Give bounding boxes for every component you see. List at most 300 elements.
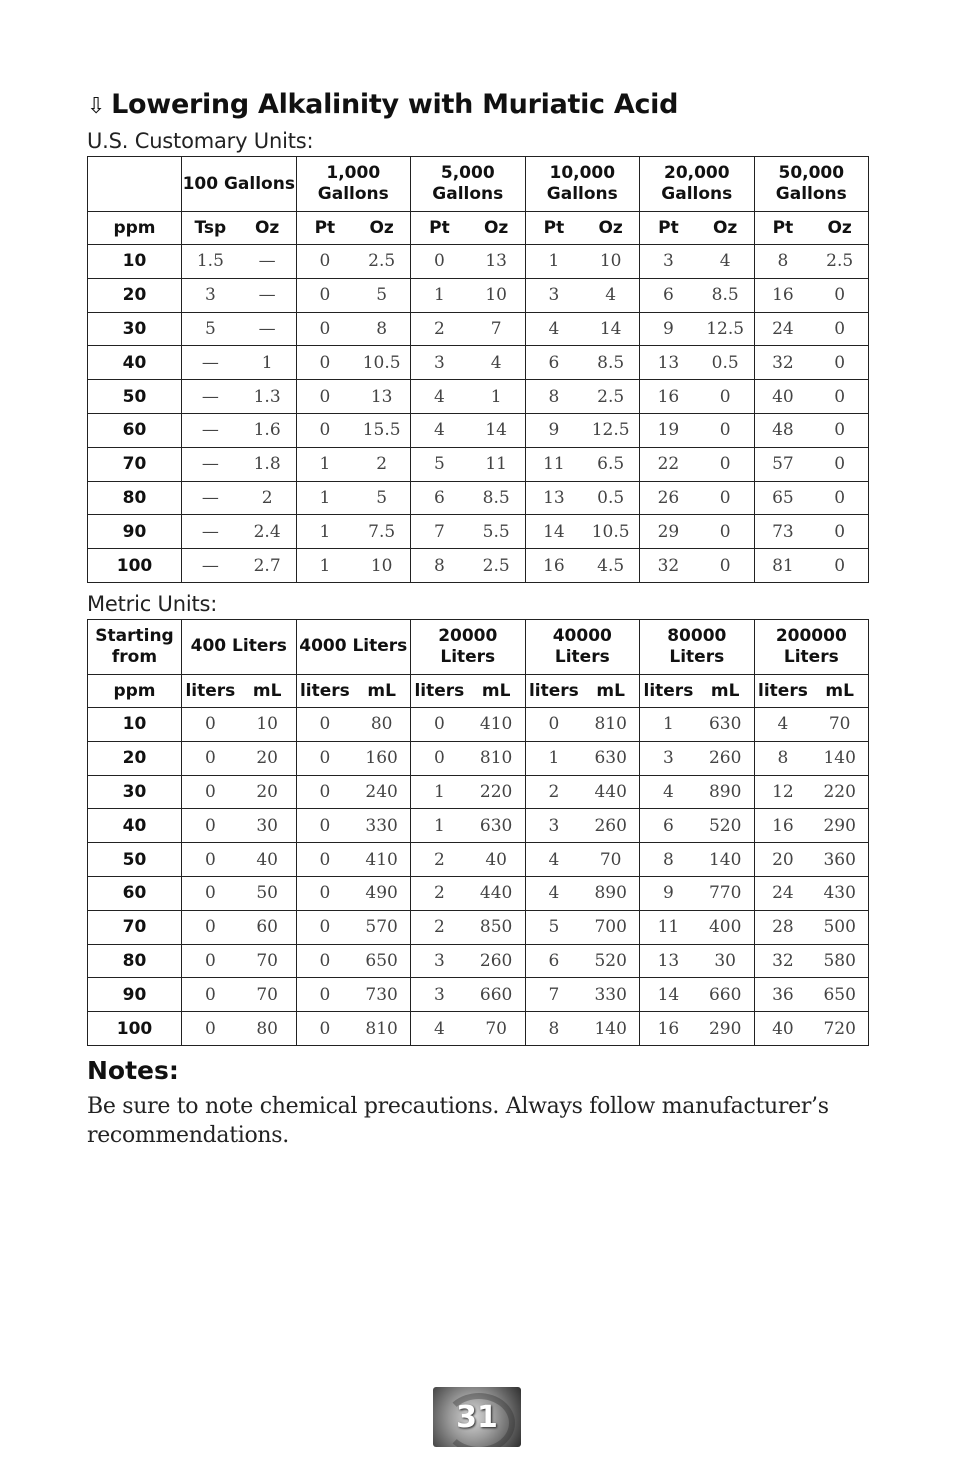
table-row — [88, 741, 869, 775]
unit-header: Pt — [754, 212, 811, 245]
value-cell: 1 — [525, 741, 582, 775]
unit-header: liters — [640, 674, 697, 707]
value-cell: 12 — [754, 775, 811, 809]
value-cell: 0 — [697, 515, 754, 549]
value-cell: 80 — [353, 707, 410, 741]
value-cell: 14 — [640, 978, 697, 1012]
value-cell: 260 — [582, 809, 639, 843]
value-cell: 520 — [582, 944, 639, 978]
value-cell: 1 — [296, 515, 353, 549]
value-cell: 360 — [811, 843, 868, 877]
value-cell: 570 — [353, 910, 410, 944]
value-cell: 5.5 — [468, 515, 525, 549]
value-cell: 770 — [697, 876, 754, 910]
table-row — [88, 707, 869, 741]
value-cell: 3 — [182, 278, 239, 312]
value-cell: 8 — [411, 549, 468, 583]
value-cell: 0 — [811, 413, 868, 447]
table-row — [88, 346, 869, 380]
us-customary-table — [87, 156, 869, 583]
value-cell: 14 — [582, 312, 639, 346]
ppm-cell: 50 — [88, 380, 182, 414]
value-cell: 2.7 — [239, 549, 296, 583]
unit-header: Pt — [411, 212, 468, 245]
volume-group-header: 80000 Liters — [640, 619, 755, 674]
value-cell: 70 — [239, 978, 296, 1012]
value-cell: 70 — [239, 944, 296, 978]
table-row — [88, 312, 869, 346]
value-cell: 0 — [811, 549, 868, 583]
value-cell: 140 — [697, 843, 754, 877]
unit-header: mL — [239, 674, 296, 707]
ppm-cell: 90 — [88, 515, 182, 549]
value-cell: 260 — [697, 741, 754, 775]
value-cell: 0 — [811, 481, 868, 515]
table-row — [88, 1012, 869, 1046]
unit-header: liters — [754, 674, 811, 707]
value-cell: 0 — [697, 447, 754, 481]
value-cell: 630 — [697, 707, 754, 741]
ppm-cell: 10 — [88, 245, 182, 279]
value-cell: 11 — [468, 447, 525, 481]
unit-header: Oz — [582, 212, 639, 245]
value-cell: 4 — [468, 346, 525, 380]
value-cell: 13 — [353, 380, 410, 414]
table-row — [88, 944, 869, 978]
value-cell: 16 — [525, 549, 582, 583]
value-cell: 290 — [697, 1012, 754, 1046]
value-cell: 10 — [582, 245, 639, 279]
value-cell: 5 — [411, 447, 468, 481]
ppm-header: ppm — [88, 212, 182, 245]
value-cell: 9 — [525, 413, 582, 447]
value-cell: 4 — [525, 843, 582, 877]
unit-header: Tsp — [182, 212, 239, 245]
value-cell: 140 — [582, 1012, 639, 1046]
value-cell: 0 — [182, 707, 239, 741]
table-row — [88, 843, 869, 877]
value-cell: 8.5 — [697, 278, 754, 312]
value-cell: 4 — [582, 278, 639, 312]
volume-group-header: 50,000 Gallons — [754, 157, 869, 212]
value-cell: 28 — [754, 910, 811, 944]
value-cell: 40 — [468, 843, 525, 877]
value-cell: 20 — [754, 843, 811, 877]
ppm-cell: 40 — [88, 809, 182, 843]
value-cell: 410 — [353, 843, 410, 877]
value-cell: 0 — [411, 707, 468, 741]
ppm-cell: 30 — [88, 775, 182, 809]
unit-header: mL — [811, 674, 868, 707]
value-cell: 1 — [411, 775, 468, 809]
value-cell: 6 — [525, 346, 582, 380]
value-cell: — — [182, 413, 239, 447]
value-cell: 0 — [182, 741, 239, 775]
value-cell: 1 — [296, 481, 353, 515]
value-cell: 0 — [296, 741, 353, 775]
value-cell: 0 — [811, 312, 868, 346]
unit-header: mL — [582, 674, 639, 707]
value-cell: 20 — [239, 775, 296, 809]
value-cell: 0 — [411, 741, 468, 775]
value-cell: 0 — [296, 910, 353, 944]
value-cell: 6 — [411, 481, 468, 515]
value-cell: 57 — [754, 447, 811, 481]
value-cell: 36 — [754, 978, 811, 1012]
ppm-cell: 100 — [88, 1012, 182, 1046]
value-cell: 2 — [353, 447, 410, 481]
volume-group-header: 10,000 Gallons — [525, 157, 640, 212]
value-cell: — — [239, 278, 296, 312]
page-content — [87, 86, 868, 1150]
unit-header: Oz — [811, 212, 868, 245]
volume-group-header: 5,000 Gallons — [411, 157, 526, 212]
value-cell: 6 — [525, 944, 582, 978]
unit-header: Pt — [296, 212, 353, 245]
value-cell: 13 — [640, 944, 697, 978]
value-cell: 240 — [353, 775, 410, 809]
value-cell: 8 — [640, 843, 697, 877]
value-cell: 60 — [239, 910, 296, 944]
value-cell: 16 — [640, 1012, 697, 1046]
value-cell: 5 — [353, 481, 410, 515]
value-cell: 13 — [525, 481, 582, 515]
value-cell: 400 — [697, 910, 754, 944]
value-cell: 3 — [640, 245, 697, 279]
value-cell: 2 — [525, 775, 582, 809]
value-cell: 11 — [640, 910, 697, 944]
value-cell: 160 — [353, 741, 410, 775]
value-cell: 40 — [754, 1012, 811, 1046]
value-cell: 890 — [697, 775, 754, 809]
value-cell: 630 — [468, 809, 525, 843]
value-cell: 3 — [411, 978, 468, 1012]
value-cell: 2 — [411, 843, 468, 877]
value-cell: 5 — [353, 278, 410, 312]
value-cell: 70 — [468, 1012, 525, 1046]
value-cell: 3 — [411, 346, 468, 380]
page-title — [87, 86, 868, 126]
value-cell: 0 — [182, 775, 239, 809]
value-cell: 810 — [468, 741, 525, 775]
volume-group-header: 20,000 Gallons — [640, 157, 755, 212]
value-cell: 4.5 — [582, 549, 639, 583]
ppm-cell: 50 — [88, 843, 182, 877]
value-cell: 2.5 — [353, 245, 410, 279]
ppm-cell: 70 — [88, 910, 182, 944]
value-cell: 3 — [525, 278, 582, 312]
us-units-subhead: U.S. Customary Units: — [87, 129, 314, 153]
value-cell: 13 — [468, 245, 525, 279]
volume-group-header: 400 Liters — [182, 619, 297, 674]
value-cell: 9 — [640, 876, 697, 910]
value-cell: 24 — [754, 312, 811, 346]
value-cell: 0 — [811, 515, 868, 549]
value-cell: 520 — [697, 809, 754, 843]
value-cell: 8 — [754, 245, 811, 279]
value-cell: 1 — [296, 447, 353, 481]
ppm-cell: 80 — [88, 944, 182, 978]
value-cell: 8 — [525, 1012, 582, 1046]
value-cell: 0 — [811, 278, 868, 312]
value-cell: 10.5 — [353, 346, 410, 380]
value-cell: 65 — [754, 481, 811, 515]
unit-header: mL — [353, 674, 410, 707]
unit-header: mL — [697, 674, 754, 707]
value-cell: 0 — [697, 549, 754, 583]
corner-header — [88, 157, 182, 212]
value-cell: 2 — [239, 481, 296, 515]
ppm-cell: 100 — [88, 549, 182, 583]
value-cell: 2.4 — [239, 515, 296, 549]
value-cell: 0 — [697, 380, 754, 414]
value-cell: 0 — [296, 346, 353, 380]
value-cell: 5 — [525, 910, 582, 944]
value-cell: 32 — [640, 549, 697, 583]
volume-group-header: 4000 Liters — [296, 619, 411, 674]
value-cell: 810 — [353, 1012, 410, 1046]
value-cell: 16 — [754, 278, 811, 312]
value-cell: 330 — [582, 978, 639, 1012]
value-cell: 2.5 — [811, 245, 868, 279]
unit-header: Pt — [640, 212, 697, 245]
value-cell: 16 — [754, 809, 811, 843]
value-cell: 3 — [525, 809, 582, 843]
value-cell: 7 — [468, 312, 525, 346]
table-row — [88, 978, 869, 1012]
value-cell: 9 — [640, 312, 697, 346]
value-cell: 3 — [640, 741, 697, 775]
value-cell: 14 — [468, 413, 525, 447]
table-row — [88, 447, 869, 481]
value-cell: 0 — [296, 707, 353, 741]
value-cell: 810 — [582, 707, 639, 741]
value-cell: — — [182, 447, 239, 481]
table-row — [88, 876, 869, 910]
value-cell: 0 — [182, 843, 239, 877]
table-row — [88, 245, 869, 279]
unit-header: liters — [411, 674, 468, 707]
value-cell: 3 — [411, 944, 468, 978]
value-cell: 1 — [296, 549, 353, 583]
value-cell: 660 — [468, 978, 525, 1012]
value-cell: 0 — [811, 447, 868, 481]
value-cell: 1 — [468, 380, 525, 414]
value-cell: 730 — [353, 978, 410, 1012]
value-cell: 4 — [640, 775, 697, 809]
value-cell: 720 — [811, 1012, 868, 1046]
value-cell: 10 — [353, 549, 410, 583]
value-cell: 490 — [353, 876, 410, 910]
value-cell: 50 — [239, 876, 296, 910]
ppm-cell: 70 — [88, 447, 182, 481]
value-cell: 2 — [411, 910, 468, 944]
value-cell: 630 — [582, 741, 639, 775]
value-cell: 2 — [411, 312, 468, 346]
value-cell: 8.5 — [582, 346, 639, 380]
value-cell: 14 — [525, 515, 582, 549]
ppm-cell: 80 — [88, 481, 182, 515]
value-cell: 0 — [182, 809, 239, 843]
value-cell: 22 — [640, 447, 697, 481]
value-cell: 0 — [296, 1012, 353, 1046]
table-row — [88, 775, 869, 809]
unit-header: Oz — [239, 212, 296, 245]
value-cell: 0 — [525, 707, 582, 741]
value-cell: 20 — [239, 741, 296, 775]
table-row — [88, 549, 869, 583]
value-cell: — — [182, 481, 239, 515]
value-cell: 7 — [411, 515, 468, 549]
volume-group-header: 1,000 Gallons — [296, 157, 411, 212]
value-cell: 4 — [525, 876, 582, 910]
value-cell: 13 — [640, 346, 697, 380]
value-cell: 660 — [697, 978, 754, 1012]
unit-header: Oz — [697, 212, 754, 245]
unit-header: Pt — [525, 212, 582, 245]
value-cell: 0 — [296, 278, 353, 312]
value-cell: 30 — [239, 809, 296, 843]
value-cell: — — [239, 312, 296, 346]
value-cell: 0 — [296, 380, 353, 414]
volume-group-header: 20000 Liters — [411, 619, 526, 674]
value-cell: 500 — [811, 910, 868, 944]
value-cell: 29 — [640, 515, 697, 549]
value-cell: — — [239, 245, 296, 279]
value-cell: 12.5 — [697, 312, 754, 346]
value-cell: 0 — [296, 944, 353, 978]
ppm-cell: 10 — [88, 707, 182, 741]
unit-header: mL — [468, 674, 525, 707]
value-cell: 0 — [296, 843, 353, 877]
value-cell: — — [182, 380, 239, 414]
ppm-cell: 30 — [88, 312, 182, 346]
value-cell: 0 — [697, 413, 754, 447]
value-cell: 40 — [239, 843, 296, 877]
value-cell: 0 — [296, 775, 353, 809]
ppm-cell: 20 — [88, 741, 182, 775]
table-row — [88, 413, 869, 447]
value-cell: 7.5 — [353, 515, 410, 549]
title-text: Lowering Alkalinity with Muriatic Acid — [111, 89, 679, 120]
value-cell: 700 — [582, 910, 639, 944]
value-cell: 0 — [811, 380, 868, 414]
value-cell: 850 — [468, 910, 525, 944]
unit-header: Oz — [468, 212, 525, 245]
value-cell: 0 — [296, 809, 353, 843]
value-cell: 0 — [182, 944, 239, 978]
table-row — [88, 380, 869, 414]
value-cell: 580 — [811, 944, 868, 978]
ppm-cell: 60 — [88, 413, 182, 447]
value-cell: 10 — [468, 278, 525, 312]
value-cell: 1.5 — [182, 245, 239, 279]
value-cell: 440 — [468, 876, 525, 910]
notes-text: Be sure to note chemical precautions. Always follow manufacturer’s recommendations. — [87, 1093, 829, 1148]
ppm-cell: 60 — [88, 876, 182, 910]
value-cell: 48 — [754, 413, 811, 447]
page-number: 31 — [456, 1399, 498, 1435]
value-cell: 10 — [239, 707, 296, 741]
value-cell: 0 — [182, 876, 239, 910]
value-cell: 8 — [525, 380, 582, 414]
value-cell: 0 — [182, 978, 239, 1012]
value-cell: 290 — [811, 809, 868, 843]
value-cell: 2.5 — [582, 380, 639, 414]
value-cell: — — [182, 515, 239, 549]
value-cell: 0 — [811, 346, 868, 380]
value-cell: 19 — [640, 413, 697, 447]
value-cell: 1 — [239, 346, 296, 380]
value-cell: 4 — [411, 1012, 468, 1046]
value-cell: 10.5 — [582, 515, 639, 549]
unit-header: liters — [182, 674, 239, 707]
value-cell: 4 — [525, 312, 582, 346]
value-cell: 0 — [296, 312, 353, 346]
value-cell: 220 — [468, 775, 525, 809]
value-cell: 32 — [754, 944, 811, 978]
value-cell: 73 — [754, 515, 811, 549]
value-cell: 430 — [811, 876, 868, 910]
value-cell: 330 — [353, 809, 410, 843]
value-cell: 0.5 — [697, 346, 754, 380]
corner-header: Starting from — [88, 619, 182, 674]
value-cell: 0 — [296, 245, 353, 279]
value-cell: 4 — [411, 413, 468, 447]
value-cell: 1 — [525, 245, 582, 279]
value-cell: 11 — [525, 447, 582, 481]
value-cell: 40 — [754, 380, 811, 414]
value-cell: 15.5 — [353, 413, 410, 447]
value-cell: 650 — [811, 978, 868, 1012]
value-cell: 650 — [353, 944, 410, 978]
value-cell: 2 — [411, 876, 468, 910]
value-cell: 8 — [353, 312, 410, 346]
value-cell: 1.6 — [239, 413, 296, 447]
value-cell: 6.5 — [582, 447, 639, 481]
value-cell: 4 — [697, 245, 754, 279]
value-cell: 70 — [811, 707, 868, 741]
value-cell: 1 — [411, 809, 468, 843]
value-cell: 0 — [182, 910, 239, 944]
value-cell: — — [182, 346, 239, 380]
table-row — [88, 910, 869, 944]
value-cell: 0 — [411, 245, 468, 279]
unit-header: liters — [525, 674, 582, 707]
value-cell: 7 — [525, 978, 582, 1012]
table-row — [88, 278, 869, 312]
ppm-cell: 20 — [88, 278, 182, 312]
value-cell: 70 — [582, 843, 639, 877]
value-cell: 8.5 — [468, 481, 525, 515]
value-cell: 0 — [296, 978, 353, 1012]
value-cell: 440 — [582, 775, 639, 809]
value-cell: 26 — [640, 481, 697, 515]
value-cell: 0 — [182, 1012, 239, 1046]
value-cell: 1 — [411, 278, 468, 312]
value-cell: 410 — [468, 707, 525, 741]
value-cell: 6 — [640, 809, 697, 843]
value-cell: 0 — [697, 481, 754, 515]
metric-units-subhead: Metric Units: — [87, 591, 218, 616]
down-arrow-icon: ⇩ — [87, 94, 106, 119]
value-cell: 0 — [296, 876, 353, 910]
ppm-header: ppm — [88, 674, 182, 707]
ppm-cell: 40 — [88, 346, 182, 380]
value-cell: 1.3 — [239, 380, 296, 414]
value-cell: 8 — [754, 741, 811, 775]
value-cell: 2.5 — [468, 549, 525, 583]
